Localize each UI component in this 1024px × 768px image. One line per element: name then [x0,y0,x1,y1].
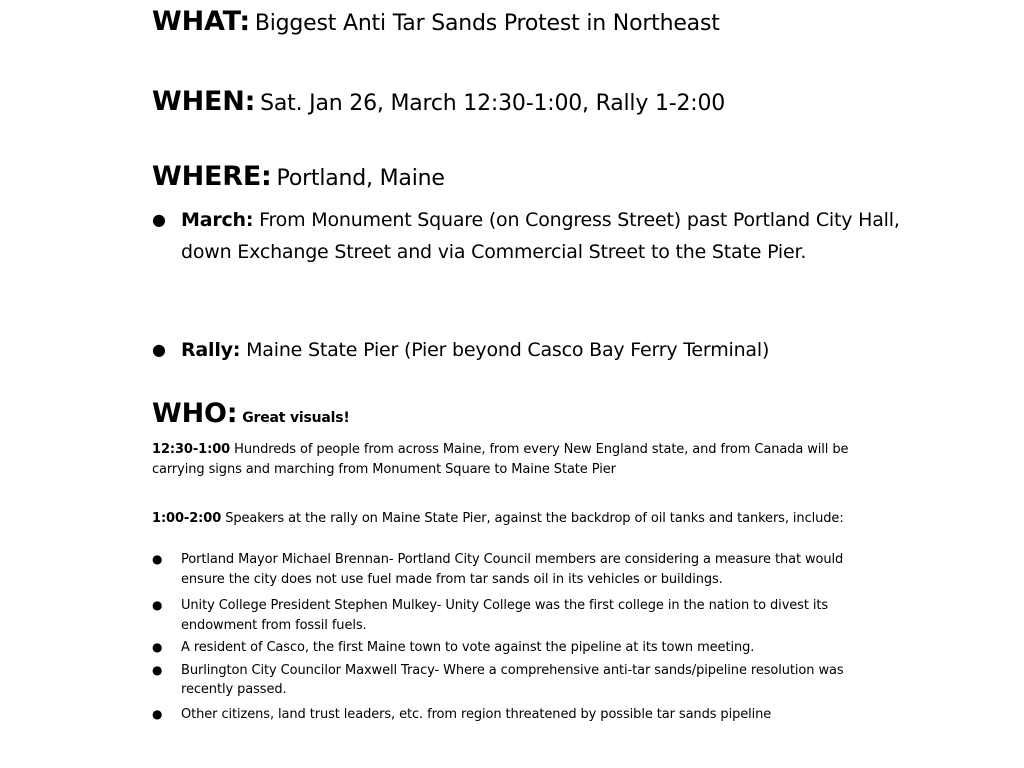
bullet-icon: ● [152,598,163,612]
when-heading [152,86,725,117]
who-heading [152,398,350,429]
speaker-text: Unity College President Stephen Mulkey- Unity College was the first college in the nation to divest its endowment from fossil fuels. [181,598,829,633]
bullet-icon: ● [152,340,166,359]
list-item [152,661,882,700]
list-item [152,705,882,725]
schedule-text: Speakers at the rally on Maine State Pier, against the backdrop of oil tanks and tankers, include: [225,511,844,526]
who-label: WHO: [152,398,238,429]
where-label: WHERE: [152,161,272,192]
march-bullet [152,204,912,268]
schedule-time: 1:00-2:00 [152,511,222,526]
rally-bullet [152,334,912,366]
what-heading [152,6,720,37]
when-text: Sat. Jan 26, March 12:30-1:00, Rally 1-2:00 [260,91,726,116]
bullet-icon: ● [152,640,163,654]
who-text: Great visuals! [242,410,350,426]
what-label: WHAT: [152,6,250,37]
where-text: Portland, Maine [276,166,445,191]
speaker-text: Portland Mayor Michael Brennan- Portland City Council members are considering a measure that would ensure the city does not use fuel made from tar sands oil in its vehicles or buildings. [181,552,844,587]
march-text: From Monument Square (on Congress Street) past Portland City Hall, down Exchange Street and via Commercial Street to the State Pier. [181,209,900,263]
march-label: March: [181,209,254,231]
schedule-rally [152,509,882,529]
speaker-text: Burlington City Councilor Maxwell Tracy- Where a comprehensive anti-tar sands/pipeline resolution was recently passed. [181,662,844,697]
speaker-list [152,550,882,724]
bullet-icon: ● [152,662,163,677]
bullet-icon: ● [152,210,166,229]
speaker-text: Other citizens, land trust leaders, etc. from region threatened by possible tar sands pipeline [181,706,772,722]
rally-label: Rally: [181,339,241,361]
bullet-icon: ● [152,552,163,566]
list-item [152,550,882,589]
when-label: WHEN: [152,86,256,117]
bullet-icon: ● [152,706,163,721]
speaker-text: A resident of Casco, the first Maine town to vote against the pipeline at its town meeting. [181,640,755,655]
rally-text: Maine State Pier (Pier beyond Casco Bay Ferry Terminal) [246,339,770,361]
what-text: Biggest Anti Tar Sands Protest in Northeast [254,11,720,36]
schedule-march [152,440,882,480]
list-item [152,638,882,658]
list-item [152,596,882,635]
where-heading [152,161,445,192]
schedule-time: 12:30-1:00 [152,442,231,457]
schedule-text: Hundreds of people from across Maine, from every New England state, and from Canada will be carrying signs and marching from Monument Square to Maine State Pier [152,442,849,477]
